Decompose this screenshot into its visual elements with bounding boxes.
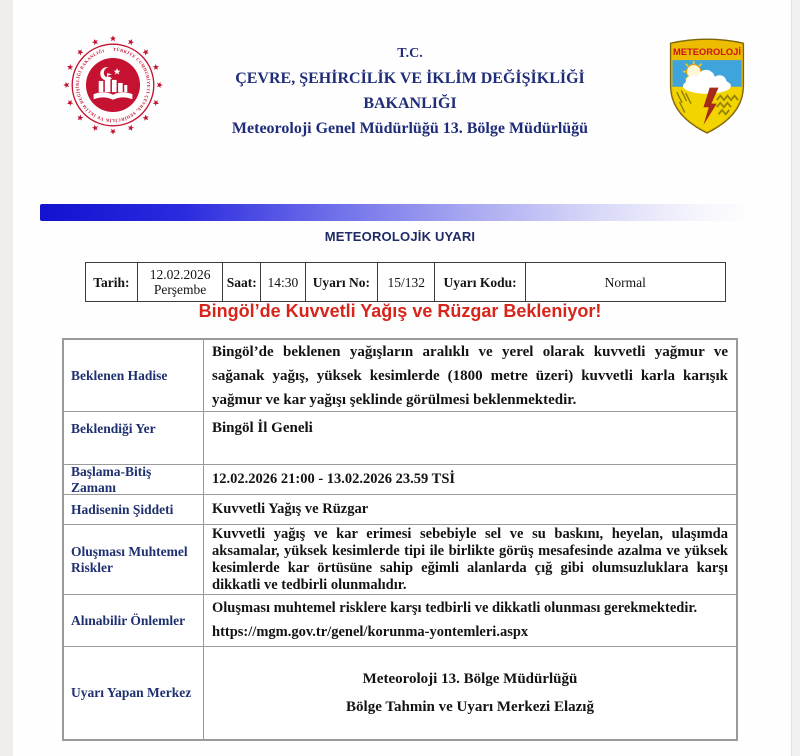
header-department: Meteoroloji Genel Müdürlüğü 13. Bölge Müdürlüğü <box>231 120 589 137</box>
page-edge-left <box>0 0 13 756</box>
warning-code-value: Normal <box>604 274 646 290</box>
warning-code-label: Uyarı Kodu: <box>435 263 525 301</box>
date-value-date: 12.02.2026 <box>149 267 211 282</box>
row-value: 12.02.2026 21:00 - 13.02.2026 23.59 TSİ <box>212 471 456 487</box>
row-value: Kuvvetli Yağış ve Rüzgar <box>212 501 369 517</box>
table-row-expected-location <box>64 412 736 465</box>
row-value: Bingöl’de beklenen yağışların aralıklı ve yerel olarak kuvvetli yağmur ve sağanak yağış, yüksek kesimlerde (1800 metre üzeri) kuvvetli karla karışık yağmur ve kar yağışı şeklinde görülmesi beklenmektedir. <box>212 343 728 408</box>
table-row-expected-event <box>64 340 736 412</box>
date-value <box>138 263 224 301</box>
issuing-center-line1: Meteoroloji 13. Bölge Müdürlüğü <box>362 670 578 687</box>
warning-headline: Bingöl’de Kuvvetli Yağış ve Rüzgar Bekleniyor! <box>198 301 602 321</box>
shield-logo-text: METEOROLOJİ <box>673 46 741 57</box>
warning-no-value: 15/132 <box>378 263 436 301</box>
page-edge-right <box>791 0 800 756</box>
row-label: Uyarı Yapan Merkez <box>64 647 204 739</box>
table-row-event-severity <box>64 495 736 525</box>
header-ministry-2: BAKANLIĞI <box>363 95 457 112</box>
warning-info-table <box>85 262 726 302</box>
table-row-precautions <box>64 595 736 647</box>
table-row-start-end-time <box>64 465 736 495</box>
emblem-circular-text: TÜRKİYE CUMHURİYETİ ÇEVRE, ŞEHİRCİLİK VE İKLİM DEĞİŞİKLİĞİ BAKANLIĞI <box>74 46 152 124</box>
meteorology-shield-icon <box>667 36 747 134</box>
warning-details-table <box>62 338 738 741</box>
divider-gradient-bar <box>40 204 746 221</box>
row-value: Bingöl İl Geneli <box>212 420 313 436</box>
row-label: Beklendiği Yer <box>64 412 204 464</box>
time-label: Saat: <box>223 263 261 301</box>
prevention-link[interactable]: https://mgm.gov.tr/genel/korunma-yontemleri.aspx <box>212 624 529 640</box>
row-label: Alınabilir Önlemler <box>64 595 204 646</box>
header-tc: T.C. <box>397 46 423 61</box>
table-row-possible-risks <box>64 525 736 595</box>
time-value: 14:30 <box>261 263 306 301</box>
date-value-day: Perşembe <box>153 282 207 297</box>
row-label: Hadisenin Şiddeti <box>64 495 204 524</box>
header-ministry: ÇEVRE, ŞEHİRCİLİK VE İKLİM DEĞİŞİKLİĞİ <box>235 70 585 87</box>
section-title: METEOROLOJİK UYARI <box>324 229 476 244</box>
header-title-block <box>110 42 710 141</box>
row-value: Oluşması muhtemel risklere karşı tedbirli ve dikkatli olunması gerekmektedir. <box>212 600 698 616</box>
row-label: Oluşması Muhtemel Riskler <box>64 525 204 594</box>
row-label: Başlama-Bitiş Zamanı <box>64 465 204 494</box>
date-label: Tarih: <box>86 263 138 301</box>
row-label: Beklenen Hadise <box>64 340 204 411</box>
warning-no-label: Uyarı No: <box>306 263 378 301</box>
issuing-center-line2: Bölge Tahmin ve Uyarı Merkezi Elazığ <box>346 698 594 715</box>
table-row-issuing-center <box>64 647 736 739</box>
row-value: Kuvvetli yağış ve kar erimesi sebebiyle sel ve su baskını, heyelan, ulaşımda aksamalar, yüksek kesimlerde tipi ile birlikte görüş mesafesinde azalma ve yüksek kesimlerde kar örtüsüne sahip eğimli alanlarda çığ gibi olumsuzluklara karşı dikkatli ve tedbirli olunmalıdır. <box>212 525 728 593</box>
